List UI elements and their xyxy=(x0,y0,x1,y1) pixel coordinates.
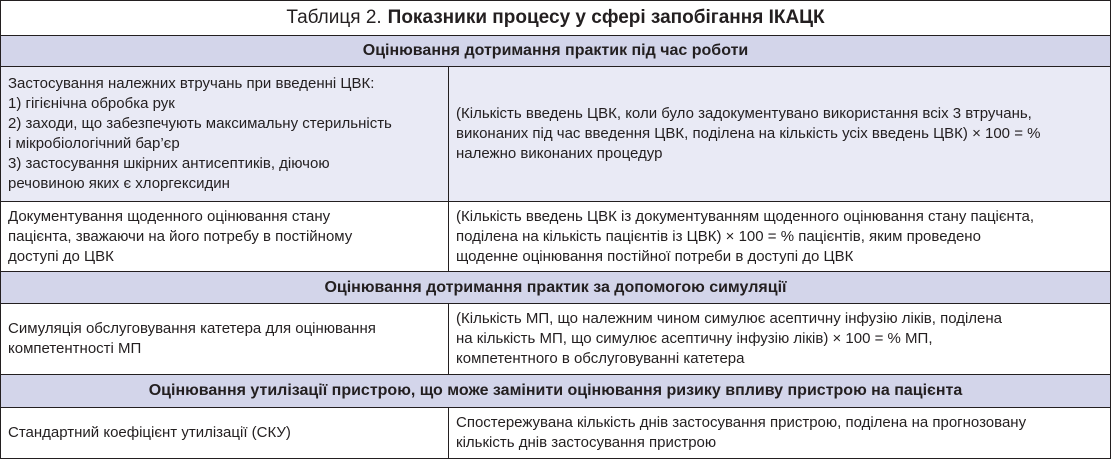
indicator-cell xyxy=(1,67,449,201)
cell-line: виконаних під час введення ЦВК, поділена на кількість усіх введень ЦВК) × 100 = % xyxy=(456,125,1041,142)
table-title-prefix: Таблиця 2. xyxy=(286,7,382,28)
cell-line: на кількість МП, що симулює асептичну інфузію ліків) × 100 = % МП, xyxy=(456,330,933,347)
indicator-cell xyxy=(1,202,449,271)
cell-line: компетентності МП xyxy=(8,340,142,357)
cell-line: 3) застосування шкірних антисептиків, діючою xyxy=(8,155,330,172)
table-row xyxy=(1,304,1110,375)
cell-line: речовиною яких є хлоргексидин xyxy=(8,175,230,192)
cell-line: Симуляція обслуговування катетера для оцінювання xyxy=(8,320,376,337)
formula-cell xyxy=(449,202,1110,271)
section-heading: Оцінювання дотримання практик під час роботи xyxy=(1,36,1110,67)
cell-line: (Кількість введень ЦВК із документуванням щоденного оцінювання стану пацієнта, xyxy=(456,207,1035,225)
cell-line: Стандартний коефіцієнт утилізації (СКУ) xyxy=(8,424,291,441)
table-row xyxy=(1,202,1110,272)
formula-cell xyxy=(449,408,1110,458)
section-heading: Оцінювання утилізації пристрою, що може замінити оцінювання ризику впливу пристрою на пацієнта xyxy=(1,375,1110,408)
table-row xyxy=(1,67,1110,202)
cell-line: компетентного в обслуговуванні катетера xyxy=(456,350,745,367)
table-row xyxy=(1,408,1110,458)
cell-line: пацієнта, зважаючи на його потребу в постійному xyxy=(8,227,353,245)
cell-line: і мікробіологічний бар’єр xyxy=(8,135,180,152)
cell-line: 2) заходи, що забезпечують максимальну стерильність xyxy=(8,115,392,132)
cell-line: щоденне оцінювання постійної потреби в доступі до ЦВК xyxy=(456,247,854,265)
cell-line: (Кількість МП, що належним чином симулює асептичну інфузію ліків, поділена xyxy=(456,310,1003,327)
table-title-main: Показники процесу у сфері запобігання ІКАЦК xyxy=(387,7,825,28)
formula-cell xyxy=(449,67,1110,201)
formula-cell xyxy=(449,304,1110,374)
cell-line: (Кількість введень ЦВК, коли було задокументувано використання всіх 3 втручань, xyxy=(456,105,1032,122)
cell-line: кількість днів застосування пристрою xyxy=(456,434,717,451)
cell-line: поділена на кількість пацієнтів із ЦВК) × 100 = % пацієнтів, яким проведено xyxy=(456,227,981,245)
cell-line: Спостережувана кількість днів застосування пристрою, поділена на прогнозовану xyxy=(456,414,1027,431)
indicator-cell xyxy=(1,408,449,458)
section-heading: Оцінювання дотримання практик за допомогою симуляції xyxy=(1,272,1110,304)
cell-line: Документування щоденного оцінювання стану xyxy=(8,207,331,225)
cell-line: 1) гігієнічна обробка рук xyxy=(8,95,175,112)
cell-line: Застосування належних втручань при введенні ЦВК: xyxy=(8,75,375,92)
cell-line: належно виконаних процедур xyxy=(456,145,663,162)
indicator-cell xyxy=(1,304,449,374)
table-title xyxy=(1,1,1110,36)
cell-line: доступі до ЦВК xyxy=(8,247,114,265)
